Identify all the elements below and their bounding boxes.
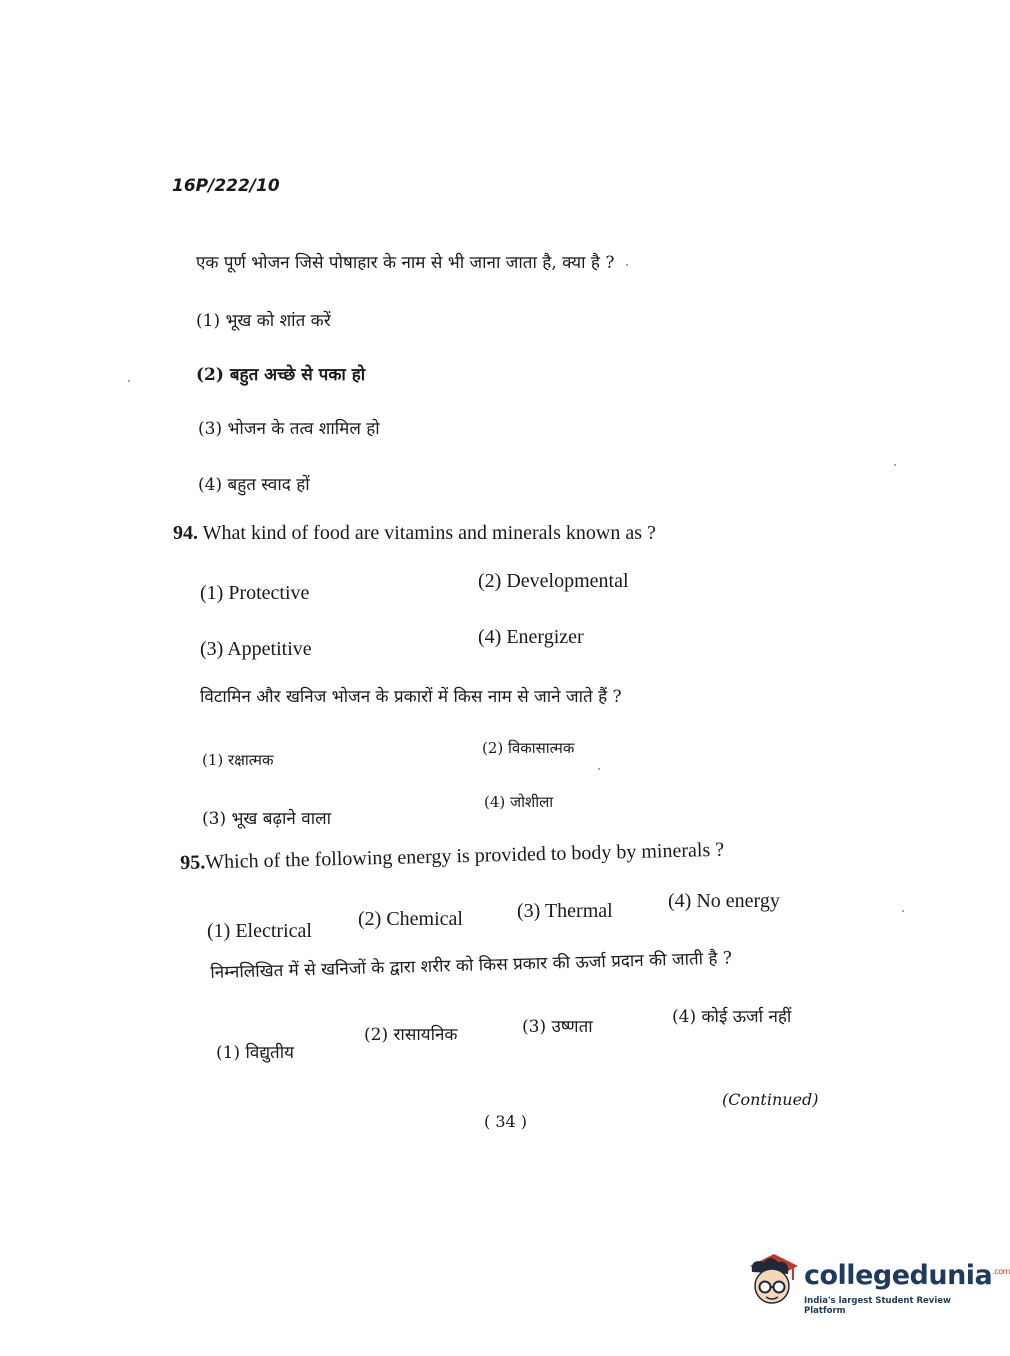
scan-speck xyxy=(626,264,628,266)
q94-option-4-hi: (4) जोशीला xyxy=(484,793,554,811)
q95-option-2: (2) Chemical xyxy=(358,908,463,930)
q94-option-1-hi: (1) रक्षात्मक xyxy=(202,751,274,769)
q93-option-3-hi: (3) भोजन के तत्व शामिल हो xyxy=(198,419,380,439)
q93-question-hi: एक पूर्ण भोजन जिसे पोषाहार के नाम से भी जाना जाता है, क्या है ? xyxy=(196,253,615,273)
q95-option-4: (4) No energy xyxy=(668,890,780,912)
q95-option-3: (3) Thermal xyxy=(517,900,613,922)
page-number: ( 34 ) xyxy=(484,1112,528,1131)
paper-code: 16P/222/10 xyxy=(172,176,280,196)
q93-option-1-hi: (1) भूख को शांत करें xyxy=(196,311,331,331)
q94-option-3-hi: (3) भूख बढ़ाने वाला xyxy=(202,809,332,829)
q95-question-text: Which of the following energy is provided to body by minerals ? xyxy=(204,838,725,874)
scan-speck xyxy=(894,464,896,466)
q95-option-1-hi: (1) विद्युतीय xyxy=(216,1043,295,1063)
q94-question-hi: विटामिन और खनिज भोजन के प्रकारों में किस नाम से जाने जाते हैं ? xyxy=(200,687,622,707)
q94-option-4: (4) Energizer xyxy=(478,626,584,648)
q95-option-2-hi: (2) रासायनिक xyxy=(364,1025,458,1045)
q94-option-1: (1) Protective xyxy=(200,582,310,604)
logo-brand: collegedunia$^{.com}$ xyxy=(804,1260,1010,1291)
q95-option-3-hi: (3) उष्णता xyxy=(522,1017,593,1037)
scan-speck xyxy=(902,910,904,912)
q94-option-2-hi: (2) विकासात्मक xyxy=(482,739,575,757)
logo-suffix: .com xyxy=(992,1267,1010,1276)
q95-number: 95. xyxy=(180,851,206,874)
q95-option-4-hi: (4) कोई ऊर्जा नहीं xyxy=(672,1007,792,1027)
q93-option-4-hi: (4) बहुत स्वाद हों xyxy=(198,475,310,495)
q94-number: 94. xyxy=(173,522,198,544)
continued-label: (Continued) xyxy=(722,1090,819,1109)
scan-speck xyxy=(128,380,130,382)
q94-question-text: What kind of food are vitamins and minerals known as ? xyxy=(202,522,656,544)
q94-option-2: (2) Developmental xyxy=(478,570,629,592)
mascot-icon xyxy=(742,1250,802,1312)
q94-option-3: (3) Appetitive xyxy=(200,638,312,660)
scan-speck xyxy=(598,768,600,770)
q95-question xyxy=(180,839,724,875)
q93-option-2-hi: (2) बहुत अच्छे से पका हो xyxy=(196,365,366,385)
collegedunia-logo xyxy=(742,1250,1010,1320)
logo-tagline: India's largest Student Review Platform xyxy=(804,1296,951,1316)
q94-question xyxy=(173,522,656,545)
q95-question-hi: निम्नलिखित में से खनिजों के द्वारा शरीर को किस प्रकार की ऊर्जा प्रदान की जाती है ? xyxy=(210,948,733,983)
q95-option-1: (1) Electrical xyxy=(207,920,312,942)
